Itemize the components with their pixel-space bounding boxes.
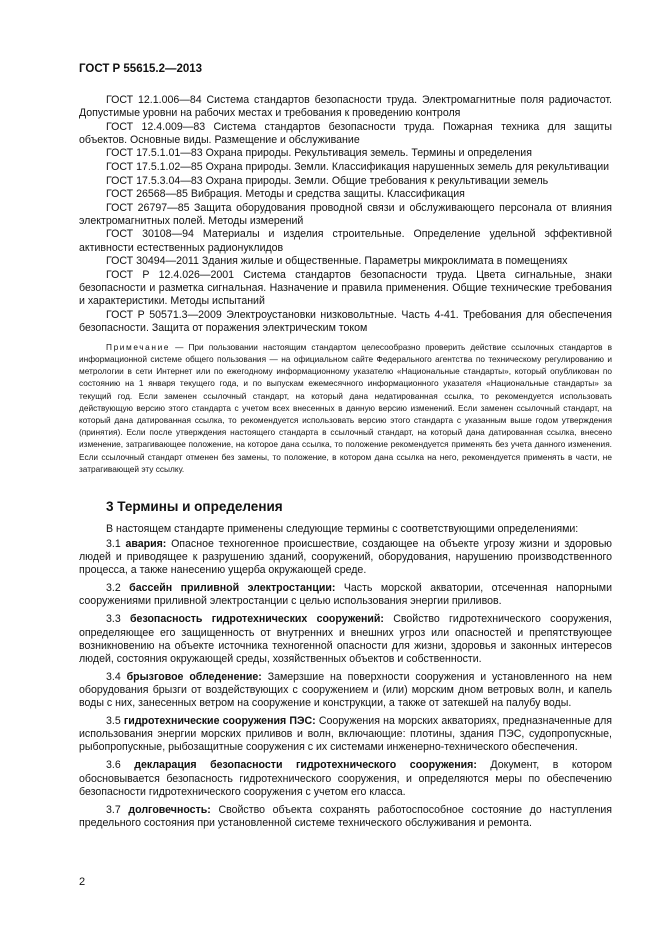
definition-term: безопасность гидротехнических сооружений: <box>130 613 384 626</box>
definition-text: Свойство объекта сохранять работоспособное состояние до наступления предельного состояния при установленной системе технического обслуживания и ремонта. <box>79 803 612 829</box>
reference-item: ГОСТ 12.1.006—84 Система стандартов безопасности труда. Электромагнитные поля радиочастот. Допустимые уровни на рабочих местах и требования к проведению контроля <box>79 94 612 120</box>
note-block <box>79 341 612 475</box>
definition-item <box>79 804 612 830</box>
definition-item <box>79 538 612 577</box>
definitions-list <box>79 523 612 830</box>
page-number: 2 <box>79 876 86 888</box>
definition-term: гидротехнические сооружения ПЭС: <box>123 715 316 728</box>
definition-text: Документ, в котором обосновывается безопасность гидротехнического сооружения, и определяются меры по обеспечению безопасности гидротехнического сооружения с учетом его класса. <box>79 759 613 798</box>
reference-item: ГОСТ 30494—2011 Здания жилые и общественные. Параметры микроклимата в помещениях <box>106 255 568 268</box>
section-intro: В настоящем стандарте применены следующие термины с соответствующими определениями: <box>106 522 579 535</box>
note-text: — При пользовании настоящим стандартом целесообразно проверить действие ссылочных стандартов в информационной системе общего пользования — на официальном сайте Федерального агентства по техническому регулированию и метрологии в сети Интернет или по ежегодному информационному указателю «Национальные стандарты», который опубликован по состоянию на 1 января текущего года, и по выпускам ежемесячного информационного указателя «Национальные стандарты» за текущий год. Если заменен ссылочный стандарт, на который дана недатированная ссылка, то рекомендуется использовать действующую версию этого стандарта с учетом всех внесенных в данную версию изменений. Если заменен ссылочный стандарт, на который дана датированная ссылка, то рекомендуется использовать версию этого стандарта с указанным выше годом утверждения (принятия). Если после утверждения настоящего стандарта в ссылочный стандарт, на который дана датированная ссылка, внесено изменение, затрагивающее положение, на которое дана ссылка, то положение рекомендуется применять без учета данного изменения. Если ссылочный стандарт отменен без замены, то положение, в котором дана ссылка на него, рекомендуется применять в части, не затрагивающей эту ссылку. <box>79 341 612 474</box>
definition-number: 3.7 <box>106 803 129 816</box>
reference-item: ГОСТ 17.5.3.04—83 Охрана природы. Земли. Общие требования к рекультивации земель <box>106 174 549 187</box>
definition-text: Замерзшие на поверхности сооружения и установленного на нем оборудования брызги от воздействующих с сооружением и (или) морским дном ветровых волн, и капель воды с них, занесенных ветром на сооружение и конструкции, а также от затекшей на палубу воды. <box>79 670 612 710</box>
definition-item <box>79 759 612 798</box>
definition-text: Часть морской акватории, отсеченная напорными сооружениями приливной электростанции с целью использования энергии приливов. <box>79 582 613 608</box>
reference-item: ГОСТ 26797—85 Защита оборудования проводной связи и обслуживающего персонала от влияния электромагнитных полей. Методы измерений <box>79 201 612 227</box>
page-body <box>79 94 612 835</box>
reference-item: ГОСТ 17.5.1.02—85 Охрана природы. Земли. Классификация нарушенных земель для рекультивации <box>106 160 610 173</box>
document-header: ГОСТ Р 55615.2—2013 <box>79 63 203 75</box>
definition-item <box>79 582 612 608</box>
note-label: Примечание <box>106 341 171 352</box>
definition-number: 3.2 <box>106 582 130 595</box>
reference-item: ГОСТ 30108—94 Материалы и изделия строительные. Определение удельной эффективной активности естественных радионуклидов <box>79 228 612 254</box>
reference-item: ГОСТ Р 12.4.026—2001 Система стандартов безопасности труда. Цвета сигнальные, знаки безопасности и разметка сигнальная. Назначение и правила применения. Общие технические требования и характеристики. Методы испытаний <box>79 268 612 307</box>
definition-term: брызговое обледенение: <box>126 670 262 683</box>
definition-item <box>79 715 612 754</box>
definition-text: Опасное техногенное происшествие, создающее на объекте угрозу жизни и здоровью людей и приводящее к разрушению зданий, сооружений, оборудования, нарушению производственного процесса, а также нанесению ущерба окружающей среде. <box>79 538 612 577</box>
definition-item <box>79 613 612 665</box>
reference-item: ГОСТ 12.4.009—83 Система стандартов безопасности труда. Пожарная техника для защиты объектов. Основные виды. Размещение и обслуживание <box>79 120 612 146</box>
definition-number: 3.4 <box>106 670 127 683</box>
definition-number: 3.5 <box>106 715 124 728</box>
reference-item: ГОСТ Р 50571.3—2009 Электроустановки низковольтные. Часть 4-41. Требования для обеспечения безопасности. Защита от поражения электрическим током <box>79 308 612 334</box>
definition-text: Свойство гидротехнического сооружения, определяющее его защищенность от внутренних и внешних угроз или опасностей и препятствующее возникновению на объекте источника техногенной опасности для жизни, здоровья и законных интересов людей, состояния окружающей среды, хозяйственных объектов и собственности. <box>79 613 612 665</box>
definition-text: Сооружения на морских акваториях, предназначенные для использования энергии морских приливов и волн, включающие: плотины, здания ПЭС, судопропускные, рыбопропускные, рыбозащитные сооружения с их системами инженерно-технического обеспечения. <box>79 715 612 754</box>
definition-number: 3.1 <box>106 538 126 551</box>
definition-item <box>79 671 612 710</box>
definition-term: бассейн приливной электростанции: <box>129 582 336 595</box>
reference-item: ГОСТ 17.5.1.01—83 Охрана природы. Рекультивация земель. Термины и определения <box>106 147 532 160</box>
reference-list <box>79 94 612 335</box>
definition-term: долговечность: <box>128 803 211 816</box>
definition-number: 3.3 <box>106 613 131 626</box>
definition-term: декларация безопасности гидротехнического сооружения: <box>134 759 477 772</box>
section-title: 3 Термины и определения <box>106 498 283 514</box>
definition-number: 3.6 <box>106 759 135 772</box>
definition-term: авария: <box>125 538 167 551</box>
reference-item: ГОСТ 26568—85 Вибрация. Методы и средства защиты. Классификация <box>106 188 465 201</box>
